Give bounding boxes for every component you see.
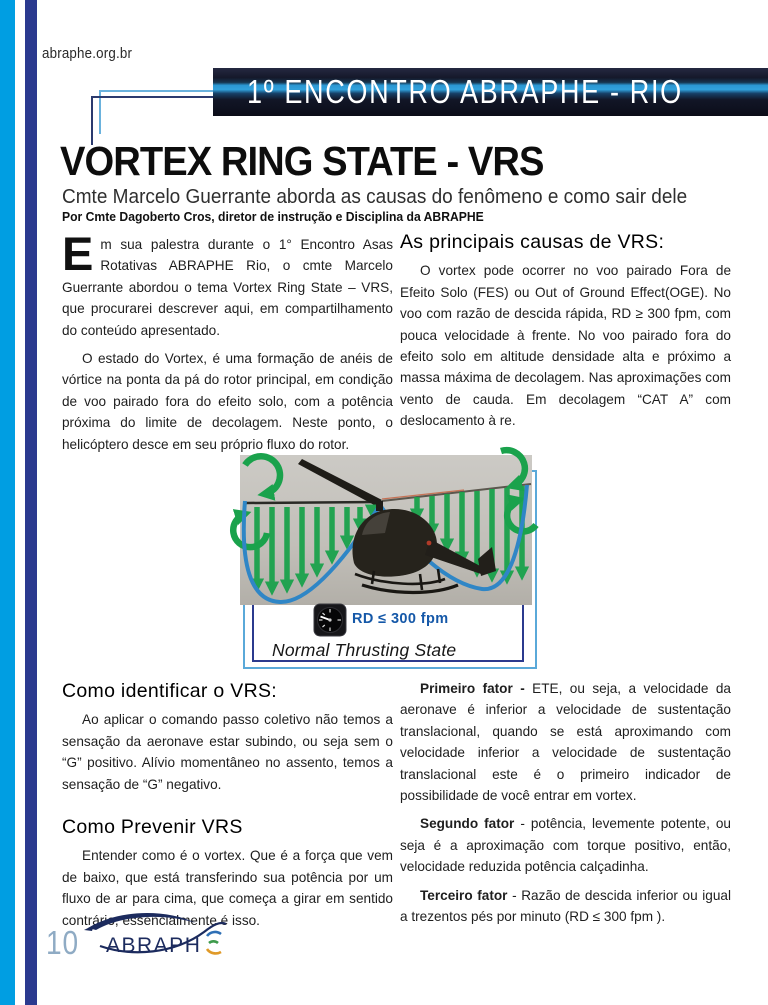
logo-wordmark: ABRAPH (106, 934, 202, 957)
identify-paragraph: Ao aplicar o comando passo coletivo não temos a sensação da aeronave estar subindo, ou seja sem o “G” positivo. Alívio momentâneo no assento, temos a sensação de “G” negativo. (62, 712, 393, 792)
causes-heading: As principais causas de VRS: (400, 231, 665, 253)
left-navy-stripe (25, 0, 37, 1005)
intro-column (62, 227, 393, 462)
identify-heading: Como identificar o VRS: (62, 680, 277, 702)
vortex-definition-paragraph: O estado do Vortex, é uma formação de anéis de vórtice na ponta da pá do rotor principal, em condição de voo pairado fora do efeito solo, com a potência próxima do limite de decolagem. Neste ponto, o helicóptero desce em seu próprio fluxo do rotor. (62, 351, 393, 452)
helicopter-vortex-figure (224, 443, 544, 611)
drop-cap: E (62, 227, 94, 280)
identify-prevent-column (62, 681, 393, 938)
article-byline: Por Cmte Dagoberto Cros, diretor de instrução e Disciplina da ABRAPHE (62, 209, 484, 224)
abraphe-logo (82, 903, 232, 965)
factor-2-label: Segundo fator (420, 816, 515, 832)
event-banner (213, 68, 768, 116)
figure-caption: Normal Thrusting State (272, 640, 457, 660)
factors-column (400, 678, 731, 934)
bracket-line-cyan-h (99, 90, 213, 92)
logo-letter-e (207, 932, 221, 953)
website-text: abraphe.org.br (42, 46, 133, 62)
factor-2-paragraph: Segundo fator - potência, levemente potente, ou seja é a aproximação com torque positivo, então, velocidade reduzida potência calçadinha. (400, 816, 731, 875)
vsi-gauge-icon (313, 603, 347, 637)
factor-3-label: Terceiro fator (420, 887, 508, 903)
gauge-label: RD ≤ 300 fpm (352, 611, 449, 627)
factor-1-paragraph: Primeiro fator - ETE, ou seja, a velocidade da aeronave é inferior a velocidade de sustentação translacional, quando se está aproximando com velocidade inferior a velocidade de sustentação translacional este é o primeiro indicador de possibilidade de você entrar em vortex. (400, 681, 731, 804)
causes-paragraph: O vortex pode ocorrer no voo pairado Fora de Efeito Solo (FES) ou Out of Ground Effect(OGE). No voo com razão de descida rápida, RD ≥ 300 fpm, com pouca velocidade à frente. No voo pairado fora do efeito solo em altitude densidade alta e próximo a massa máxima de decolagem. Nas aproximações com vento de cauda. Em decolagem “CAT A” com deslocamento à re. (400, 263, 731, 429)
factor-1-label: Primeiro fator - (420, 681, 525, 696)
factor-3-paragraph: Terceiro fator - Razão de descida inferior ou igual a trezentos pés por minuto (RD ≤ 300 fpm ). (400, 887, 731, 925)
left-cyan-stripe (0, 0, 15, 1005)
causes-column (400, 232, 731, 439)
article-title: VORTEX RING STATE - VRS (60, 138, 544, 184)
page-number: 10 (46, 924, 79, 961)
prevent-paragraph: Entender como é o vortex. Que é a força que vem de baixo, que está transferindo sua potência por um fluxo de ar para cima, que começa a girar em sentido contrário, essencialmente é isso. (62, 848, 393, 928)
bracket-line-navy-h (91, 96, 213, 98)
event-banner-title: 1º ENCONTRO ABRAPHE - RIO (247, 73, 683, 110)
article-subtitle: Cmte Marcelo Guerrante aborda as causas do fenômeno e como sair dele (62, 186, 688, 208)
prevent-heading: Como Prevenir VRS (62, 816, 243, 839)
intro-paragraph: Em sua palestra durante o 1° Encontro Asas Rotativas ABRAPHE Rio, o cmte Marcelo Guerrante abordou o tema Vortex Ring State – VRS, que procurarei descrever aqui, em compartilhamento do conteúdo apresentado. (62, 227, 393, 338)
